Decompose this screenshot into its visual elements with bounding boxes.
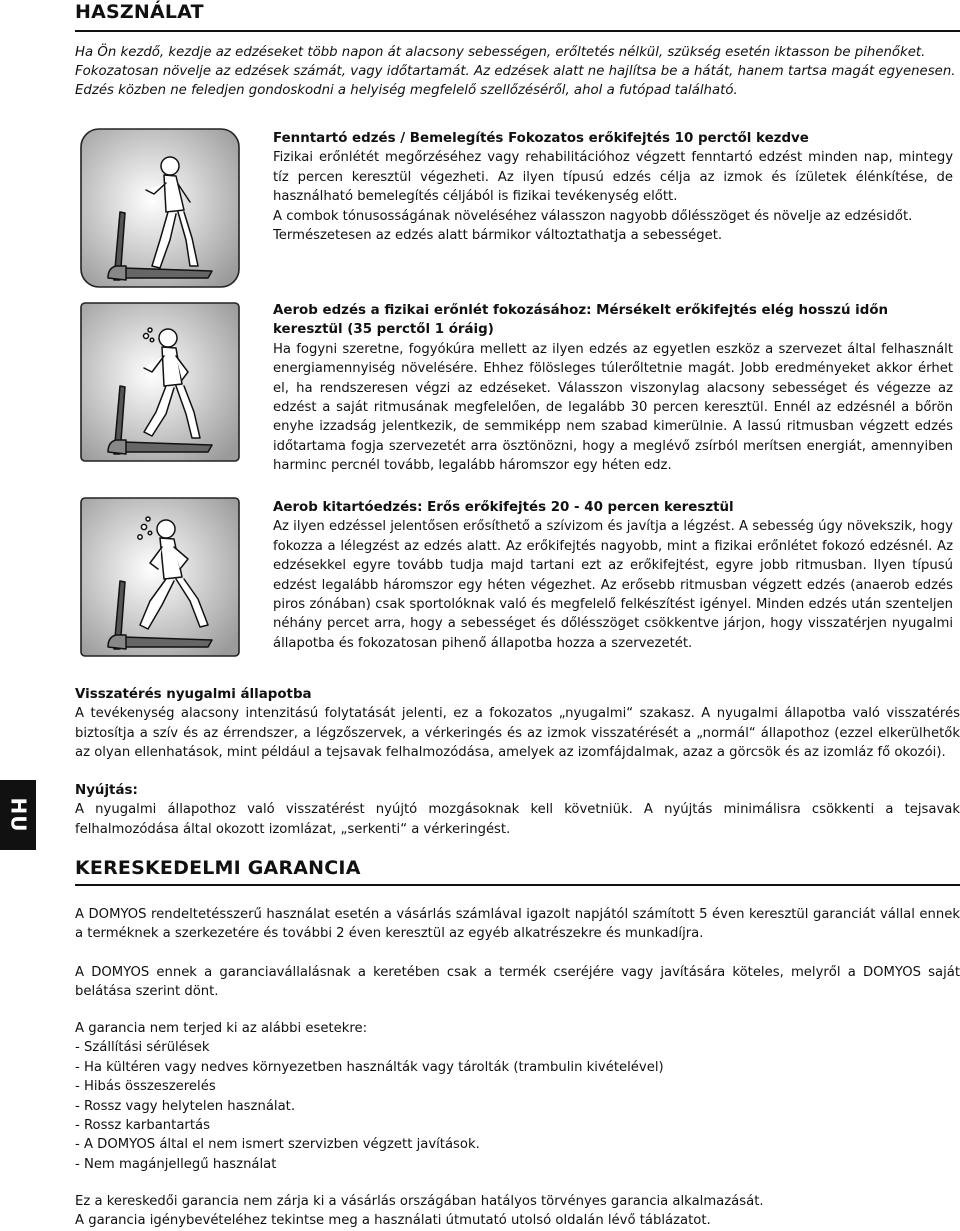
list-item: - Nem magánjellegű használat	[75, 1156, 277, 1172]
maintenance-paragraph: Természetesen az edzés alatt bármikor változtathatja a sebességet.	[273, 228, 723, 244]
stretching-section	[75, 781, 960, 839]
list-item: - A DOMYOS által el nem ismert szervizben végzett javítások.	[75, 1137, 480, 1153]
closing-line: Ez a kereskedői garancia nem zárja ki a vásárlás országában hatályos törvényes garancia alkalmazását.	[75, 1194, 764, 1209]
page-title: HASZNÁLAT	[75, 1, 204, 23]
list-item: - Szállítási sérülések	[75, 1040, 210, 1056]
recovery-paragraph: A tevékenység alacsony intenzitású folytatását jelenti, ez a fokozatos „nyugalmi“ szakasz. A nyugalmi állapotba való visszatérés biztosítja a szív és az érrendszer, a légzőszervek, a vérkeringés és az izmok visszatérését a „normál“ állapothoz (ezzel elkerülhetők az olyan ellenhatások, mint például a tejsavak felhalmozódása, amelyek az izomfájdalmak, azaz a görcsök és az izomláz fő okozói).	[75, 706, 960, 761]
warranty-paragraph-2	[75, 963, 960, 1002]
language-tab	[0, 780, 36, 850]
maintenance-workout-block	[273, 129, 953, 245]
recovery-heading: Visszatérés nyugalmi állapotba	[75, 687, 312, 702]
list-item: - Rossz karbantartás	[75, 1118, 210, 1134]
exclusions-intro: A garancia nem terjed ki az alábbi esetekre:	[75, 1021, 368, 1036]
warranty-closing	[75, 1192, 960, 1231]
maintenance-paragraph: Fizikai erőnlétét megőrzéséhez vagy rehabilitációhoz végzett fenntartó edzést minden nap, mintegy tíz percen keresztül végezheti. Az ilyen típusú edzés célja az izmok és ízületek élénkítése, de használható bemelegítés céljából is fizikai tevékenység előtt.	[273, 150, 953, 205]
aerobic-endurance-heading: Aerob kitartóedzés: Erős erőkifejtés 20 - 40 percen keresztül	[273, 500, 734, 515]
warranty-text: A DOMYOS ennek a garanciavállalásnak a keretében csak a termék cseréjére vagy javítására köteles, melyről a DOMYOS saját belátása szerint dönt.	[75, 965, 960, 1000]
stretching-paragraph: A nyugalmi állapothoz való visszatérést nyújtó mozgásoknak kell követniük. A nyújtás minimálisra csökkenti a tejsavak felhalmozódása által okozott izomlázat, „serkenti“ a vérkeringést.	[75, 802, 960, 837]
warranty-exclusions	[75, 1019, 960, 1174]
running-illustration	[80, 497, 240, 657]
maintenance-heading: Fenntartó edzés / Bemelegítés Fokozatos erőkifejtés 10 perctől kezdve	[273, 131, 809, 146]
warranty-text: A DOMYOS rendeltetésszerű használat esetén a vásárlás számlával igazolt napjától számított 5 éven keresztül garanciát vállal ennek a terméknek a szerkezetére és további 2 éven keresztül az egyéb alkatrészekre és munkadíjra.	[75, 907, 960, 942]
aerobic-fitness-paragraph: Ha fogyni szeretne, fogyókúra mellett az ilyen edzés az egyetlen eszköz a szervezet által felhasznált energiamennyiség növelésére. Ehhez fölösleges túlerőltetnie magát. Jobb eredményeket akkor érhet el, ha rendszeresen végzi az edzéseket. Válasszon viszonylag alacsony sebességet és végezze az edzést a saját ritmusának megfelelően, de legalább 30 percen keresztül. Ennél az edzésnél a bőrön enyhe izzadság jelentkezik, de semmiképp nem szabad kimerülnie. A lassú ritmusban végzett edzés időtartama fogja szervezetét arra ösztönözni, hogy a meglévő zsírból merítsen energiát, amennyiben harminc percnél tovább, legalább háromszor egy héten edz.	[273, 341, 953, 474]
stretching-heading: Nyújtás:	[75, 783, 138, 798]
exclusions-list	[75, 1038, 960, 1174]
aerobic-fitness-heading: Aerob edzés a fizikai erőnlét fokozásához: Mérsékelt erőkifejtés elég hosszú időn keresztül (35 perctől 1 óráig)	[273, 303, 889, 338]
warranty-title: KERESKEDELMI GARANCIA	[75, 857, 361, 879]
recovery-section	[75, 685, 960, 763]
warranty-title-bar	[75, 856, 960, 886]
section-title-bar	[75, 0, 960, 32]
closing-line: A garancia igénybevételéhez tekintse meg a használati útmutató utolsó oldalán lévő táblázatot.	[75, 1213, 711, 1229]
list-item: - Ha kültéren vagy nedves környezetben használták vagy tárolták (trambulin kivételével)	[75, 1059, 664, 1075]
list-item: - Rossz vagy helytelen használat.	[75, 1098, 296, 1114]
jogging-illustration	[80, 302, 240, 462]
aerobic-endurance-block	[273, 498, 953, 653]
walking-illustration	[80, 128, 240, 288]
language-tab-label: HU	[5, 797, 30, 833]
intro-paragraph: Ha Ön kezdő, kezdje az edzéseket több napon át alacsony sebességen, erőltetés nélkül, szükség esetén iktasson be pihenőket. Fokozatosan növelje az edzések számát, vagy időtartamát. Az edzések alatt ne hajlítsa be a hátát, hanem tartsa magát egyenesen. Edzés közben ne feledjen gondoskodni a helyiség megfelelő szellőzéséről, ahol a futópad található.	[75, 45, 956, 98]
maintenance-paragraph: A combok tónusosságának növeléséhez válasszon nagyobb dőlésszöget és növelje az edzésidőt.	[273, 208, 913, 224]
aerobic-endurance-paragraph: Az ilyen edzéssel jelentősen erősíthető a szívizom és javítja a légzést. A sebesség úgy növekszik, hogy fokozza a lélegzést az edzés alatt. Az erőkifejtés nagyobb, mint a fizikai erőnlétet fokozó edzésnél. Az edzésekkel egyre tovább tudja majd tartani ezt az erőkifejtést, egyre jobb ritmusban. Ilyen típusú edzést legalább háromszor egy héten végezhet. Az erősebb ritmusban végzett edzés (anaerob edzés piros zónában) csak sportolóknak való és megfelelő felkészítést igényel. Minden edzés után szenteljen néhány percet arra, hogy a sebességet és dőlésszöget csökkentve járjon, hogy visszatérjen nyugalmi állapotba és fokozatosan pihenő állapotba hozza a szervezetét.	[273, 519, 953, 651]
list-item: - Hibás összeszerelés	[75, 1079, 216, 1095]
aerobic-fitness-block	[273, 301, 953, 476]
warranty-paragraph-1	[75, 905, 960, 944]
